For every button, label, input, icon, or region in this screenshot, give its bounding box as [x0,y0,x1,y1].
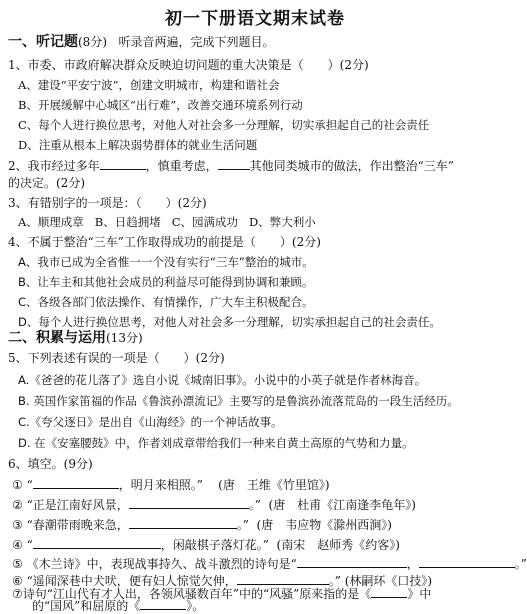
section-2-score: (13分) [106,331,143,345]
fill-item-5 [12,555,527,572]
item-source: (唐 韦应物《滁州西涧》) [256,518,392,532]
section-2-heading: 二、积累与运用 [8,330,106,346]
answer-blank[interactable] [100,157,146,170]
item-text: 》。 [186,599,205,613]
question-3-option-b: B、日趋拥堵 [94,215,161,229]
question-5-option-b: B. 英国作家笛福的作品《鲁滨孙漂流记》主要写的是鲁滨孙流落荒岛的一段生活经历。 [18,394,459,408]
item-text: ，明月来相照。” [118,478,203,492]
question-5-option-a: A.《爸爸的花儿落了》选自小说《城南旧事》。小说中的小英子就是作者林海音。 [18,373,427,387]
page-title: 初一下册语文期末试卷 [165,9,345,29]
item-source: (唐 杜甫《江南逢李龟年》) [268,498,416,512]
section-1-heading: 一、听记题 [8,34,78,50]
question-4-option-d: D、每个人进行换位思考，对他人对社会多一分理解，切实承担起自己的社会责任。 [18,315,441,329]
item-text: ， [406,557,419,571]
item-text: “ [26,478,33,492]
fill-item-7-line-2 [32,597,204,614]
item-text: 《木兰诗》中，表现战事持久、战斗激烈的诗句是“ [26,557,297,571]
question-1-stem: 1、市委、市政府解决群众反映迫切问题的重大决策是（ ）(2分) [8,58,369,72]
question-5-option-d: D. 在《安塞腰鼓》中，作者刘成章带给我们一种来自黄土高原的气势和力量。 [18,436,414,450]
question-5-stem: 5、下列表述有误的一项是（ ）(2分) [8,351,225,365]
item-text: “遥闻深巷中犬吠，便有妇人惊觉欠伸， [26,574,237,588]
question-1-option-b: B、开展缓解中心城区“出行难”，改善交通环境系列行动 [18,98,303,112]
item-text: “春潮带雨晚来急， [26,518,129,532]
answer-blank[interactable] [371,585,407,598]
item-source: (林嗣环《口技》) [344,574,433,588]
question-5-option-c: C.《夸父逐日》是出自《山海经》的一个神话故事。 [18,415,283,429]
section-2-header [8,330,143,346]
item-marker: ⑦ [12,587,23,601]
question-1-option-a: A、建设“平安宁波”，创建文明城市，构建和谐社会 [18,78,280,92]
answer-blank[interactable] [419,555,515,568]
item-text: 。” [236,518,249,532]
section-1-header [8,34,274,50]
fill-item-3 [12,516,392,533]
item-marker: ① [12,478,23,492]
question-2-part-3: 其他同类城市的做法，作出整治“三车” [249,159,454,173]
item-marker: ⑤ [12,557,23,571]
answer-blank[interactable] [297,555,407,568]
item-source: (唐 王维《竹里馆》) [218,478,330,492]
item-text: 。” [328,574,341,588]
question-4-option-c: C、各级各部门依法操作、有情操作，广大车主积极配合。 [18,295,314,309]
question-4-stem: 4、不属于整治“三车”工作取得成功的前提是（ ）(2分) [8,235,321,249]
question-1-option-c: C、每个人进行换位思考，对他人对社会多一分理解，切实承担起自己的社会责任 [18,118,430,132]
question-3-options [18,214,316,230]
item-text: ，闲敲棋子落灯花。” [160,538,269,552]
fill-item-1 [12,476,330,493]
question-2-line-2: 的决定。(2分) [8,176,85,190]
question-2-line-1 [8,157,454,174]
item-text: 》中 [407,587,432,601]
question-4-option-a: A、我市已成为全省惟一一个没有实行“三车”整治的城市。 [18,255,314,269]
item-text: “正是江南好风景， [26,498,129,512]
question-2-part-1: 2、我市经过多年 [8,159,100,173]
item-text: “ [26,538,33,552]
question-6-stem: 6、填空。(9分) [8,457,93,471]
fill-item-4 [12,536,400,553]
question-1-option-d: D、注重从根本上解决弱势群体的就业生活问题 [18,138,258,152]
item-source: (南宋 赵师秀《约客》) [276,538,400,552]
answer-blank[interactable] [237,572,329,585]
section-1-instruction: 听录音两遍，完成下列题目。 [118,35,275,49]
item-text: 的“国风”和屈原的《 [32,599,141,613]
item-text: 。” [248,498,261,512]
item-marker: ② [12,498,23,512]
question-3-option-c: C、园满成功 [171,215,239,229]
answer-blank[interactable] [140,597,186,610]
answer-blank[interactable] [129,516,237,529]
item-marker: ③ [12,518,23,532]
question-3-option-d: D、弊大利小 [248,215,316,229]
answer-blank[interactable] [218,157,250,170]
fill-item-2 [12,496,416,513]
question-2-part-2: ，慎重考虑， [145,159,218,173]
item-text: 诗句“江山代有才人出，各领风骚数百年”中的“风骚”原来指的是《 [22,587,372,601]
question-3-stem: 3、有错别字的一项是：（ ）(2分) [8,196,207,210]
answer-blank[interactable] [129,496,249,509]
item-marker: ④ [12,538,23,552]
answer-blank[interactable] [33,536,161,549]
question-3-option-a: A、顺理成章 [18,215,84,229]
answer-blank[interactable] [33,476,119,489]
section-1-score: (8分) [78,35,107,49]
item-marker: ⑥ [12,574,23,588]
item-text: 。” [514,557,527,571]
question-4-option-b: B、让车主和其他社会成员的利益尽可能得到协调和兼顾。 [18,275,314,289]
